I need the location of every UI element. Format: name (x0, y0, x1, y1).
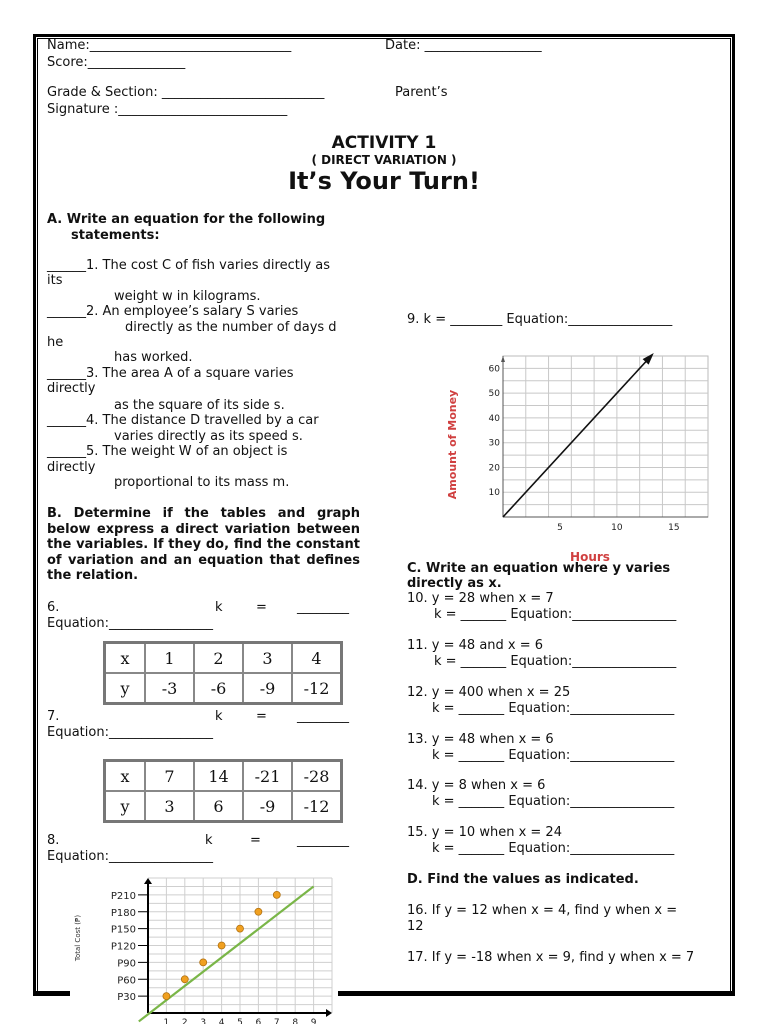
x-tick-label: 1 (163, 1018, 170, 1024)
data-point (181, 976, 188, 983)
x-tick-label: 9 (310, 1018, 317, 1024)
table-cell: -21 (243, 761, 292, 792)
y-tick-label: P90 (117, 958, 136, 970)
item-17-line: 17. If y = -18 when x = 9, find y when x = 7 (407, 950, 695, 965)
x-tick-label: 8 (292, 1018, 299, 1024)
item-8-equals: = (250, 833, 261, 848)
name-field[interactable]: Name:_______________________________ (47, 38, 292, 53)
item-10-question: 10. y = 28 when x = 7 (407, 591, 554, 606)
y-tick-label: P150 (110, 924, 136, 936)
x-tick-label: 7 (273, 1018, 280, 1024)
item-6-equation[interactable]: Equation:________________ (47, 616, 213, 631)
item-3-wrap: directly (47, 381, 96, 396)
chart-amount-of-money (440, 340, 715, 565)
item-7-k-label: k (215, 709, 223, 724)
item-15-answer[interactable]: k = _______ Equation:________________ (432, 841, 675, 856)
item-2-wrap: he (47, 335, 64, 350)
y-tick-label: P30 (117, 992, 136, 1004)
item-6-number: 6. (47, 600, 60, 615)
data-point (255, 908, 262, 915)
x-tick-label: 5 (557, 523, 563, 533)
item-5-cont: proportional to its mass m. (114, 475, 290, 490)
table-cell: 6 (194, 791, 243, 822)
table-cell: 1 (145, 643, 194, 674)
section-c-heading-cont: directly as x. (407, 576, 502, 591)
x-tick-label: 6 (255, 1018, 262, 1024)
section-a-heading-cont: statements: (71, 228, 160, 243)
item-2-line: ______2. An employee’s salary S varies (47, 304, 299, 319)
item-16-wrap: 12 (407, 919, 424, 934)
table-cell: 4 (292, 643, 342, 674)
date-field[interactable]: Date: __________________ (385, 38, 542, 53)
table-cell: 2 (194, 643, 243, 674)
x-tick-label: 15 (668, 523, 680, 533)
page-heading: It’s Your Turn! (288, 167, 480, 195)
data-point (237, 925, 244, 932)
table-cell: 7 (145, 761, 194, 792)
table-cell: -12 (292, 673, 342, 704)
section-c-heading: C. Write an equation where y varies (407, 561, 671, 576)
item-6-equals: = (256, 600, 267, 615)
y-axis-label: Total Cost (₱) (74, 914, 82, 962)
parents-label: Parent’s (395, 85, 448, 100)
table-cell: x (105, 761, 146, 792)
table-cell: y (105, 791, 146, 822)
data-point (200, 959, 207, 966)
x-axis-label: Hours (570, 550, 610, 564)
item-3-line: ______3. The area A of a square varies (47, 366, 294, 381)
item-12-question: 12. y = 400 when x = 25 (407, 685, 571, 700)
y-tick-label: P180 (110, 907, 136, 919)
item-14-answer[interactable]: k = _______ Equation:________________ (432, 794, 675, 809)
table-row (105, 761, 342, 792)
item-9-line[interactable]: 9. k = ________ Equation:________________ (407, 312, 673, 327)
item-1-cont: weight w in kilograms. (114, 289, 261, 304)
item-11-answer[interactable]: k = _______ Equation:________________ (434, 654, 677, 669)
item-4-cont: varies directly as its speed s. (114, 429, 303, 444)
score-field[interactable]: Score:_______________ (47, 55, 186, 70)
x-tick-label: 5 (237, 1018, 243, 1024)
item-12-answer[interactable]: k = _______ Equation:________________ (432, 701, 675, 716)
chart-total-cost (70, 868, 338, 1024)
table-row (105, 643, 342, 674)
x-tick-label: 10 (611, 523, 623, 533)
item-5-wrap: directly (47, 460, 96, 475)
y-axis-label: Amount of Money (446, 389, 459, 500)
item-8-k-blank[interactable]: ________ (297, 833, 349, 848)
table-cell: 3 (243, 643, 292, 674)
table-cell: -9 (243, 791, 292, 822)
y-tick-label: 60 (488, 364, 500, 375)
item-8-equation[interactable]: Equation:________________ (47, 849, 213, 864)
data-point (163, 993, 170, 1000)
item-6-k-blank[interactable]: ________ (297, 600, 349, 615)
item-11-question: 11. y = 48 and x = 6 (407, 638, 544, 653)
x-tick-label: 4 (218, 1018, 225, 1024)
item-1-wrap: its (47, 273, 63, 288)
grade-section-field[interactable]: Grade & Section: _________________________ (47, 85, 325, 100)
table-row (105, 791, 342, 822)
y-tick-label: P60 (117, 975, 136, 987)
y-tick-label: 30 (488, 438, 500, 449)
x-tick-label: 3 (200, 1018, 207, 1024)
y-tick-label: P120 (110, 941, 136, 953)
item-7-equals: = (256, 709, 267, 724)
table-cell: 14 (194, 761, 243, 792)
item-13-question: 13. y = 48 when x = 6 (407, 732, 554, 747)
data-point (218, 942, 225, 949)
table-row (105, 673, 342, 704)
item-1-line: ______1. The cost C of fish varies directly as (47, 258, 331, 273)
data-point (273, 891, 280, 898)
y-tick-label: P210 (110, 890, 136, 902)
item-16-line: 16. If y = 12 when x = 4, find y when x = (407, 903, 678, 918)
item-3-cont: as the square of its side s. (114, 398, 285, 413)
table-cell: -12 (292, 791, 342, 822)
item-2-cont2: has worked. (114, 350, 193, 365)
table-cell: x (105, 643, 146, 674)
item-10-answer[interactable]: k = _______ Equation:________________ (434, 607, 677, 622)
item-8-number: 8. (47, 833, 60, 848)
table-cell: -9 (243, 673, 292, 704)
y-tick-label: 20 (488, 463, 500, 474)
section-b-heading: B. Determine if the tables and graph below express a direct variation between the variables. If they do, find the constant of variation and an equation that defines the relation. (47, 506, 360, 583)
table-item-6 (103, 641, 343, 705)
plot-area (503, 356, 708, 517)
x-tick-label: 2 (181, 1018, 188, 1024)
item-14-question: 14. y = 8 when x = 6 (407, 778, 546, 793)
item-4-line: ______4. The distance D travelled by a car (47, 413, 319, 428)
y-tick-label: 50 (488, 389, 500, 400)
item-8-k-label: k (205, 833, 213, 848)
y-tick-label: 10 (488, 488, 500, 499)
table-item-7 (103, 759, 343, 823)
item-7-equation[interactable]: Equation:________________ (47, 725, 213, 740)
table-cell: -28 (292, 761, 342, 792)
activity-topic: ( DIRECT VARIATION ) (311, 153, 457, 167)
item-15-question: 15. y = 10 when x = 24 (407, 825, 562, 840)
item-2-cont: directly as the number of days d (125, 320, 337, 335)
activity-title: ACTIVITY 1 (331, 133, 437, 153)
section-a-heading: A. Write an equation for the following (47, 212, 326, 227)
table-cell: -6 (194, 673, 243, 704)
item-7-number: 7. (47, 709, 60, 724)
item-13-answer[interactable]: k = _______ Equation:________________ (432, 748, 675, 763)
table-cell: 3 (145, 791, 194, 822)
table-cell: y (105, 673, 146, 704)
item-5-line: ______5. The weight W of an object is (47, 444, 288, 459)
item-7-k-blank[interactable]: ________ (297, 709, 349, 724)
item-6-k-label: k (215, 600, 223, 615)
section-d-heading: D. Find the values as indicated. (407, 872, 639, 887)
signature-field[interactable]: Signature :__________________________ (47, 102, 288, 117)
table-cell: -3 (145, 673, 194, 704)
y-tick-label: 40 (488, 413, 500, 424)
